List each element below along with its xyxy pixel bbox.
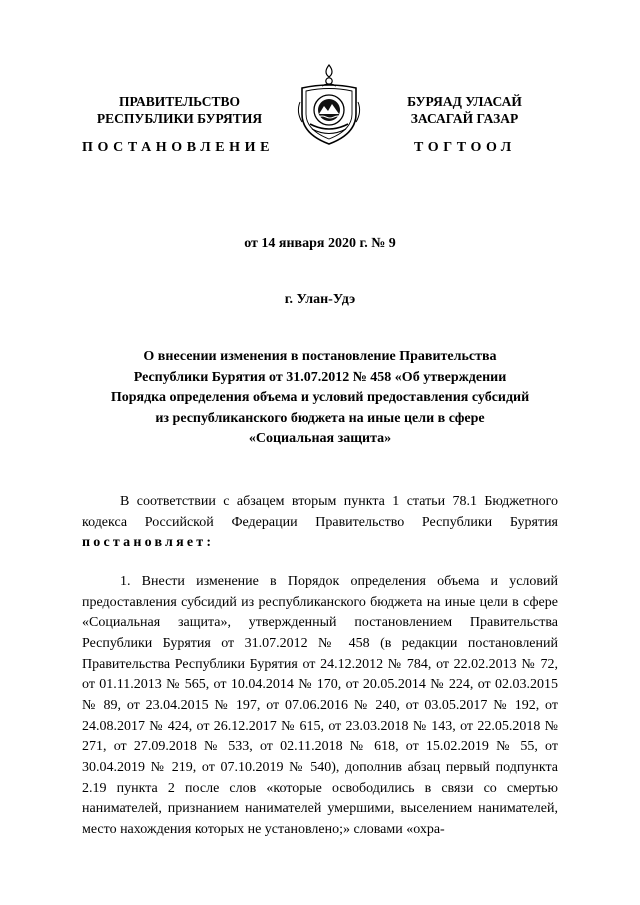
clause-1-text: 1. Внести изменение в Порядок определения объема и условий предоставления субсидий из республиканского бюджета на иные цели в сфере «Социальная защита», утвержденный постановлением Правительства Республики Бурятия от 31.07.2012 № 458 (в редакции постановлений Правительства Республики Бурятия от 24.12.2012 № 784, от 22.02.2013 № 72, от 01.11.2013 № 565, от 10.04.2014 № 170, от 20.05.2014 № 224, от 02.03.2015 № 89, от 23.04.2015 № 197, от 07.06.2016 № 240, от 03.05.2017 № 192, от 24.08.2017 № 424, от 26.12.2017 № 615, от 23.03.2018 № 143, от 22.05.2018 № 271, от 27.09.2018 № 533, от 02.11.2018 № 618, от 15.02.2019 № 55, от 30.04.2019 № 219, от 07.10.2019 № 540), дополнив абзац первый подпункта 2.19 пункта 2 после слов «которые освободились в связи со смертью нанимателей, признанием нанимателей умершими, выселением нанимателей, место нахождения которых не установлено;» словами «охра- xyxy=(82,574,558,837)
decree-keyword: постановляет: xyxy=(82,535,215,551)
title-line: «Социальная защита» xyxy=(248,431,392,447)
doc-type-buryat: ТОГТООЛ xyxy=(414,140,516,155)
title-line: Республики Бурятия от 31.07.2012 № 458 «Об утверждении xyxy=(133,369,507,385)
clause-1-paragraph xyxy=(82,572,558,841)
title-line: из республиканского бюджета на иные цели в сфере xyxy=(155,410,485,426)
issuer-buryat-line1: БУРЯАД УЛАСАЙ xyxy=(407,94,522,109)
preamble-text: В соответствии с абзацем вторым пункта 1 статьи 78.1 Бюджетного кодекса Российской Федерации Правительство Республики Бурятия xyxy=(82,494,558,530)
issuer-russian-line2: РЕСПУБЛИКИ БУРЯТИЯ xyxy=(96,111,263,126)
title-line: Порядка определения объема и условий предоставления субсидий xyxy=(110,390,530,406)
title-line: О внесении изменения в постановление Правительства xyxy=(143,349,497,364)
issuer-russian xyxy=(82,93,277,127)
issuer-buryat-line2: ЗАСАГАЙ ГАЗАР xyxy=(410,111,519,126)
doc-type-russian: ПОСТАНОВЛЕНИЕ xyxy=(82,140,275,155)
preamble-paragraph xyxy=(82,492,558,554)
document-title xyxy=(110,347,530,450)
issuer-buryat xyxy=(372,93,557,127)
coat-of-arms-icon xyxy=(292,62,366,148)
date-and-number: от 14 января 2020 г. № 9 xyxy=(244,236,396,251)
issuer-russian-line1: ПРАВИТЕЛЬСТВО xyxy=(118,94,240,109)
city: г. Улан-Удэ xyxy=(284,292,356,307)
